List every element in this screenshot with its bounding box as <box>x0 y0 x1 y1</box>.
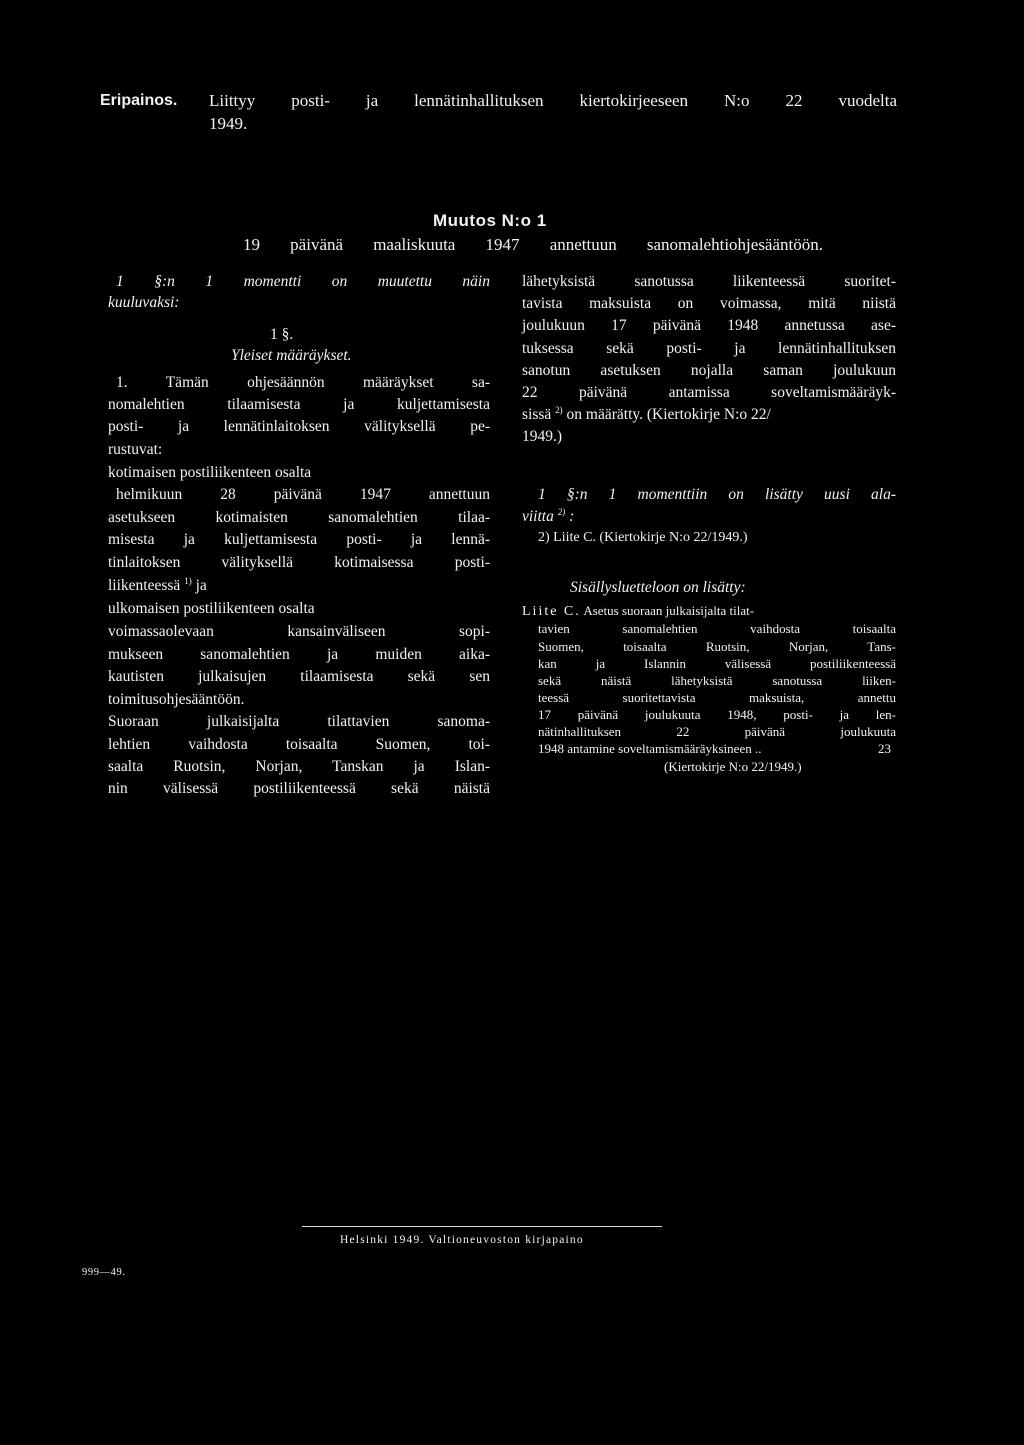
body-text: ja <box>195 577 207 594</box>
body-line: lähetyksistä sanotussa liikenteessä suoritet- <box>522 273 896 290</box>
body-line: asetukseen kotimaisten sanomalehtien tilaa- <box>108 509 490 526</box>
body-line: misesta ja kuljettamisesta posti- ja lennä- <box>108 531 490 548</box>
body-line: lehtien vaihdosta toisaalta Suomen, toi- <box>108 736 490 753</box>
section-title: Yleiset määräykset. <box>231 347 352 364</box>
toc-lead: Liite C. <box>522 604 581 619</box>
toc-entry-line: 1948 antamine soveltamismääräyksineen .. <box>538 741 762 756</box>
amendment-note: 1 §:n 1 momentti on muutettu näin <box>116 273 490 290</box>
print-code: 999—49. <box>82 1267 126 1278</box>
body-line: mukseen sanomalehtien ja muiden aika- <box>108 646 490 663</box>
body-line: ulkomaisen postiliikenteen osalta <box>108 600 315 617</box>
header-line-1: Liittyy posti- ja lennätinhallituksen kiertokirjeeseen N:o 22 vuodelta <box>209 91 897 110</box>
body-line: nin välisessä postiliikenteessä sekä näistä <box>108 780 490 797</box>
body-line: 1. Tämän ohjesäännön määräykset sa- <box>116 374 490 391</box>
footnote-ref-1: 1) <box>184 575 192 586</box>
body-line: tinlaitoksen välityksellä kotimaisessa posti- <box>108 554 490 571</box>
body-line: kotimaisen postiliikenteen osalta <box>108 464 312 481</box>
amendment-text: : <box>569 508 575 525</box>
toc-entry-line: sekä näistä lähetyksistä sanotussa liiken- <box>538 673 896 688</box>
section-number: 1 §. <box>270 326 294 343</box>
toc-entry-line: nätinhallituksen 22 päivänä joulukuuta <box>538 724 896 739</box>
footer-rule <box>302 1226 662 1227</box>
body-line-with-footnote <box>108 576 207 597</box>
body-line: saalta Ruotsin, Norjan, Tanskan ja Islan- <box>108 758 490 775</box>
toc-heading: Sisällysluetteloon on lisätty: <box>570 579 746 596</box>
toc-entry-line: kan ja Islannin välisessä postiliikenteessä <box>538 656 896 671</box>
body-line: rustuvat: <box>108 441 163 458</box>
amendment-note-cont: kuuluvaksi: <box>108 294 180 311</box>
body-line: nomalehtien tilaamisesta ja kuljettamisesta <box>108 396 490 413</box>
document-title: Muutos N:o 1 <box>433 211 547 230</box>
body-text: sissä <box>522 406 552 423</box>
body-line: voimassaolevaan kansainväliseen sopi- <box>108 623 490 640</box>
body-line: sanotun asetuksen nojalla saman joulukuun <box>522 362 896 379</box>
toc-entry-line: teessä suoritettavista maksuista, annettu <box>538 690 896 705</box>
body-line: tuksessa sekä posti- ja lennätinhallituksen <box>522 340 896 357</box>
body-text: liikenteessä <box>108 577 181 594</box>
amendment-note-2-cont <box>522 507 574 528</box>
body-line: posti- ja lennätinlaitoksen välityksellä pe- <box>108 418 490 435</box>
amendment-text: viitta <box>522 508 554 525</box>
footnote-ref-2: 2) <box>555 404 563 415</box>
footnote-ref-2b: 2) <box>557 506 566 517</box>
document-subtitle: 19 päivänä maaliskuuta 1947 annettuun sanomalehtiohjesääntöön. <box>243 235 823 254</box>
toc-entry-line: 17 päivänä joulukuuta 1948, posti- ja len- <box>538 707 896 722</box>
toc-entry-line <box>522 603 896 620</box>
body-line: helmikuun 28 päivänä 1947 annettuun <box>116 486 490 503</box>
body-line: toimitusohjesääntöön. <box>108 691 245 708</box>
footnote-text: 2) Liite C. (Kiertokirje N:o 22/1949.) <box>538 530 748 545</box>
toc-entry-line: Suomen, toisaalta Ruotsin, Norjan, Tans- <box>538 639 896 654</box>
body-line: kautisten julkaisujen tilaamisesta sekä sen <box>108 668 490 685</box>
body-line: Suoraan julkaisijalta tilattavien sanoma- <box>108 713 490 730</box>
toc-page-number: 23 <box>878 741 891 756</box>
body-line: tavista maksuista on voimassa, mitä niistä <box>522 295 896 312</box>
body-line: 1949.) <box>522 428 563 445</box>
body-text: on määrätty. (Kiertokirje N:o 22/ <box>566 406 771 423</box>
eripainos-label: Eripainos. <box>100 92 178 109</box>
body-line-with-footnote <box>522 405 771 426</box>
toc-entry-line: tavien sanomalehtien vaihdosta toisaalta <box>538 621 896 636</box>
toc-reference: (Kiertokirje N:o 22/1949.) <box>664 759 802 774</box>
body-line: joulukuun 17 päivänä 1948 annetussa ase- <box>522 317 896 334</box>
printer-imprint: Helsinki 1949. Valtioneuvoston kirjapaino <box>340 1234 584 1246</box>
amendment-note-2: 1 §:n 1 momenttiin on lisätty uusi ala- <box>538 486 896 503</box>
header-line-2: 1949. <box>209 114 248 133</box>
toc-text: Asetus suoraan julkaisijalta tilat- <box>583 603 755 618</box>
body-line: 22 päivänä antamissa soveltamismääräyk- <box>522 384 896 401</box>
